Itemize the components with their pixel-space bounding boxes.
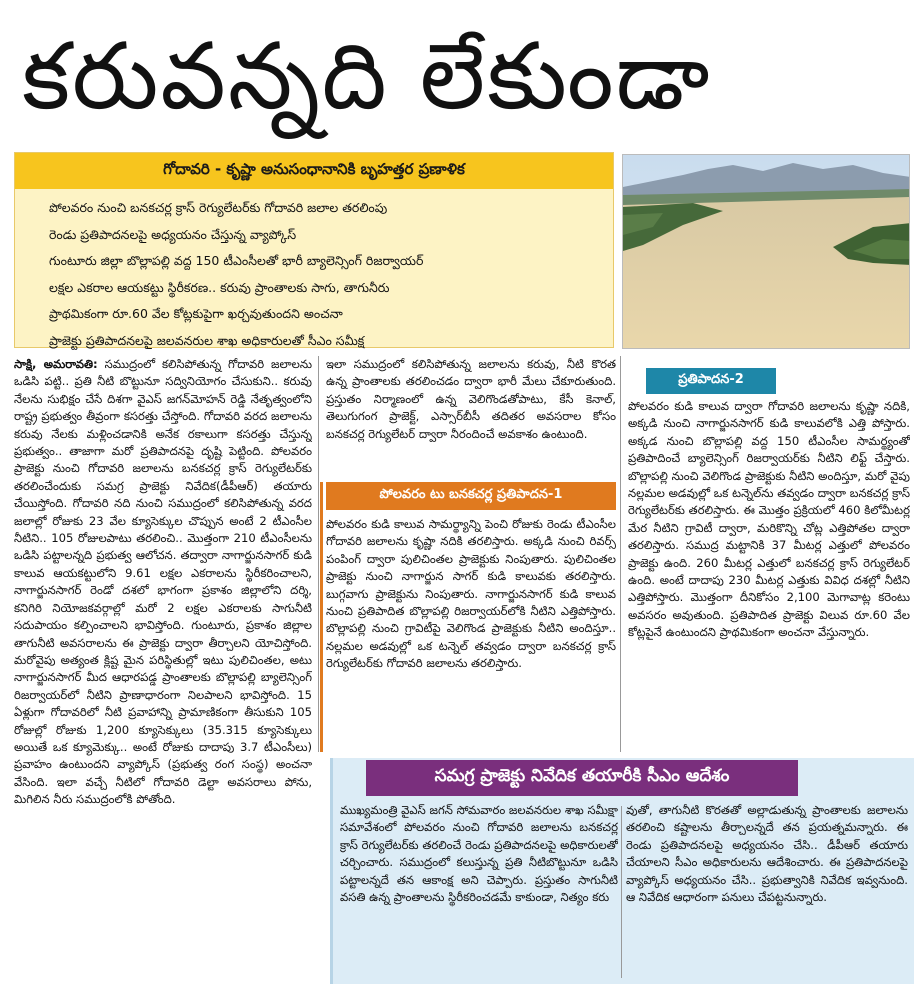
section-accent-bar [320,482,323,752]
cm-order-column-1 [340,802,618,982]
column-divider [620,356,621,752]
article-column-2-bottom [326,516,616,750]
article-column-2-top [326,356,616,462]
article-paragraph: ఇలా సముద్రంలో కలిసిపోతున్న జలాలను కరువు, నీటి కొరత ఉన్న ప్రాంతాలకు తరలించడం ద్వారా భారీ మేలు చేకూరుతుంది. ప్రస్తుతం నిర్మాణంలో ఉన్న వెలిగొండతోపాటు, కేసీ కెనాల్, తెలుగుగంగ ప్రాజెక్ట్, ఎస్సార్‌బీసీ తదితర అవసరాల కోసం బనకచర్ల రెగ్యులేటర్ ద్వారా నీరందించే అవకాశం ఉంటుంది. [326,357,616,441]
highlight-item: ప్రాథమికంగా రూ.60 వేల కోట్లకుపైగా ఖర్చవుతుందని అంచనా [49,301,599,328]
highlights-box [14,152,614,348]
highlight-item: పోలవరం నుంచి బనకచర్ల క్రాస్ రెగ్యులేటర్‌కు గోదావరి జలాల తరలింపు [49,195,599,222]
headline: కరువన్నది లేకుండా [22,23,712,130]
article-paragraph: వుతో, తాగునీటి కొరతతో అల్లాడుతున్న ప్రాంతాలకు జలాలను తరలించి కష్టాలను తీర్చాలన్నదే తన ప్రయత్నమన్నారు. ఈ రెండు ప్రతిపాదనలపై అధ్యయనం చేసి.. డీపీఆర్ తయారు చేయాలని సీఎం అధికారులను ఆదేశించారు. ఈ ప్రతిపాదనలపై వ్యాప్కోస్ అధ్యయనం చేసి.. ప్రభుత్వానికి నివేదిక ఇవ్వనుంది. ఆ నివేదిక ఆధారంగా పనులు చేపట్టనున్నారు. [626,803,908,905]
proposal-2-subhead: ప్రతిపాదన-2 [646,368,776,394]
highlight-item: లక్షల ఎకరాల ఆయకట్టు స్థిరీకరణ.. కరువు ప్రాంతాలకు సాగు, తాగునీరు [49,275,599,302]
column-divider [621,806,622,978]
column-divider [318,356,319,752]
cm-order-banner: సమగ్ర ప్రాజెక్టు నివేదిక తయారీకి సీఎం ఆదేశం [366,760,798,796]
proposal-1-subhead: పోలవరం టు బనకచర్ల ప్రతిపాదన-1 [326,482,616,510]
article-column-1 [14,356,312,984]
highlights-banner: గోదావరి - కృష్ణా అనుసంధానానికి బృహత్తర ప్రణాళిక [15,153,613,189]
highlight-item: రెండు ప్రతిపాదనలపై అధ్యయనం చేస్తున్న వ్యాప్కోస్ [49,222,599,249]
river-landscape-photo [622,154,910,349]
article-paragraph: ముఖ్యమంత్రి వైఎస్ జగన్ సోమవారం జలవనరుల శాఖ సమీక్షా సమావేశంలో పోలవరం నుంచి గోదావరి జలాలను బనకచర్ల క్రాస్ రెగ్యులేటర్‌కు తరలించే రెండు ప్రతిపాదనలపై అధికారులతో చర్చించారు. సముద్రంలో కలుస్తున్న ప్రతి నీటిబొట్టునూ ఒడిసి పట్టాలన్నదే తన ఆకాంక్ష అని చెప్పారు. ప్రస్తుతం సాగునీటి వసతి ఉన్న ప్రాంతాలను స్థిరీకరించడమే కాకుండా, నిత్యం కరు [340,803,618,905]
highlight-item: ప్రాజెక్టు ప్రతిపాదనలపై జలవనరుల శాఖ అధికారులతో సీఎం సమీక్ష [49,328,599,355]
highlight-item: గుంటూరు జిల్లా బొల్లాపల్లి వద్ద 150 టీఎంసీలతో భారీ బ్యాలెన్సింగ్ రిజర్వాయర్ [49,248,599,275]
highlights-list [15,189,613,354]
article-column-3 [628,398,910,748]
cm-order-column-2 [626,802,908,982]
article-paragraph: పోలవరం కుడి కాలువ ద్వారా గోదావరి జలాలను కృష్ణా నదికి, అక్కడి నుంచి నాగార్జునసాగర్ కుడి కాలువలోకి ఎత్తి పోస్తారు. అక్కడ నుంచి బొల్లాపల్లి వద్ద 150 టీఎంసీల సామర్థ్యంతో ప్రతిపాదించే బ్యాలెన్సింగ్ రిజర్వాయర్‌కు నీటిని లిఫ్ట్ చేస్తారు. బొల్లాపల్లి నుంచి వెలిగొండ ప్రాజెక్టుకు నీటిని అందిస్తూ, మరో వైపు నల్లమల అడవుల్లో ఒక టన్నెల్‌ను తవ్వడం ద్వారా బనకచర్ల క్రాస్ రెగ్యులేటర్‌కు తరలిస్తారు. ఈ మొత్తం ప్రక్రియలో 460 కిలోమీటర్ల మేర నీటిని గ్రావిటీ ద్వారా, మరికొన్ని చోట్ల ఎత్తిపోతల ద్వారా తరలిస్తారు. సముద్ర మట్టానికి 37 మీటర్ల ఎత్తులో పోలవరం ప్రాజెక్టు ఉంది. 260 మీటర్ల ఎత్తులో బనకచర్ల క్రాస్ రెగ్యులేటర్ ఉంది. అంటే దాదాపు 230 మీటర్ల ఎత్తుకు వివిధ దశల్లో నీటిని ఎత్తిపోస్తారు. మొత్తంగా దీనికోసం 2,100 మెగావాట్ల కరెంటు అవసరం అవుతుంది. ప్రతిపాదిత ప్రాజెక్టు విలువ రూ.60 వేల కోట్లపైనే ఉంటుందని ప్రాథమికంగా అంచనా వేస్తున్నారు. [628,399,910,640]
article-paragraph: పోలవరం కుడి కాలువ సామర్థ్యాన్ని పెంచి రోజుకు రెండు టీఎంసీల గోదావరి జలాలను కృష్ణా నదికి తరలిస్తారు. అక్కడి నుంచి రివర్స్ పంపింగ్ ద్వారా పులిచింతల ప్రాజెక్టుకు నింపుతారు. పులిచింతల ప్రాజెక్టు నుంచి నాగార్జున సాగర్ కుడి కాలువకు తరలిస్తారు. బుగ్గవాగు ప్రాజెక్టును నింపుతారు. నాగార్జునసాగర్ కుడి కాలువ నుంచి ప్రతిపాదిత బొల్లాపల్లి రిజర్వాయర్‌లోకి నీటిని ఎత్తిపోస్తారు. బొల్లాపల్లి నుంచి గ్రావిటీపై వెలిగొండ ప్రాజెక్టుకు నీటిని అందిస్తూ.. నల్లమల అడవుల్లో ఒక టన్నెల్ తవ్వడం ద్వారా బనకచర్ల క్రాస్ రెగ్యులేటర్‌కు గోదావరి జలాలను తరలిస్తారు. [326,517,616,671]
dateline: సాక్షి, అమరావతి: [14,357,98,371]
article-paragraph: సాక్షి, అమరావతి: సముద్రంలో కలిసిపోతున్న గోదావరి జలాలను ఒడిసి పట్టి.. ప్రతి నీటి బొట్టునూ సద్వినియోగం చేసుకుని.. కరువు నేలను సుభిక్షం చేసే దిశగా వైఎస్ జగన్‌మోహన్ రెడ్డి నేతృత్వంలోని రాష్ట్ర ప్రభుత్వం తీవ్రంగా కసరత్తు చేస్తోంది. గోదావరి వరద జలాలను కరువు నేలకు మళ్లించడానికి అనేక రకాలుగా కసరత్తు చేస్తున్న ప్రభుత్వం.. తాజాగా మరో ప్రతిపాదనపై దృష్టి పెట్టింది. పోలవరం ప్రాజెక్టు నుంచి గోదావరి జలాలను బనకచర్ల క్రాస్ రెగ్యులేటర్‌కు తరలించేందుకు సమగ్ర ప్రాజెక్టు నివేదిక(డీపీఆర్) తయారు చేయిస్తోంది. గోదావరి నది నుంచి సముద్రంలో కలిసిపోతున్న వరద జలాల్లో రోజుకు 23 వేల క్యూసెక్కుల చొప్పున అంటే 2 టీఎంసీల నీటిని.. 105 రోజులపాటు తరలించి.. మొత్తంగా 210 టీఎంసీలను ఒడిసి పట్టాలన్నది ప్రభుత్వ ఆలోచన. తద్వారా నాగార్జునసాగర్ కుడి కాలువ ఆయకట్టులోని 9.61 లక్షల ఎకరాలను స్థిరీకరించాలని, నాగార్జునసాగర్ రెండో దశలో భాగంగా ప్రకాశం జిల్లాలోని దర్శి, కనిగిరి నియోజకవర్గాల్లో మరో 2 లక్షల ఎకరాలకు సాగునీటి సదుపాయం కల్పించాలని భావిస్తోంది. గుంటూరు, ప్రకాశం జిల్లాల తాగునీటి అవసరాలను ఈ ప్రాజెక్టు ద్వారా తీర్చాలని యోచిస్తోంది. మరోవైపు అత్యంత క్లిష్ట మైన పరిస్థితుల్లో ఇటు పులిచింతల, అటు నాగార్జునసాగర్ మీద ఆధారపడ్డ ప్రాంతాలకు బొల్లాపల్లి బ్యాలెన్సింగ్ రిజర్వాయర్‌లో నీటిని ప్రాణాధారంగా నిలపాలని భావిస్తోంది. 15 ఏళ్లుగా గోదావరిలో నీటి ప్రవాహాన్ని ప్రామాణికంగా తీసుకుని 105 రోజుల్లో రోజుకు 1,200 క్యూసెక్కులు (35.315 క్యూసెక్కులు అయితే ఒక క్యూమెక్కు.. అంటే రోజుకు దాదాపు 3.7 టీఎంసీలు) ప్రవాహం ఉంటుందని వ్యాప్కోస్ (ప్రభుత్వ రంగ సంస్థ) అంచనా వేసింది. ఇలా వచ్చే నీటిలో గోదావరి డెల్టా అవసరాలు పోను, మిగిలిన నీరు సముద్రంలోకి పోతోంది. [14,357,312,807]
